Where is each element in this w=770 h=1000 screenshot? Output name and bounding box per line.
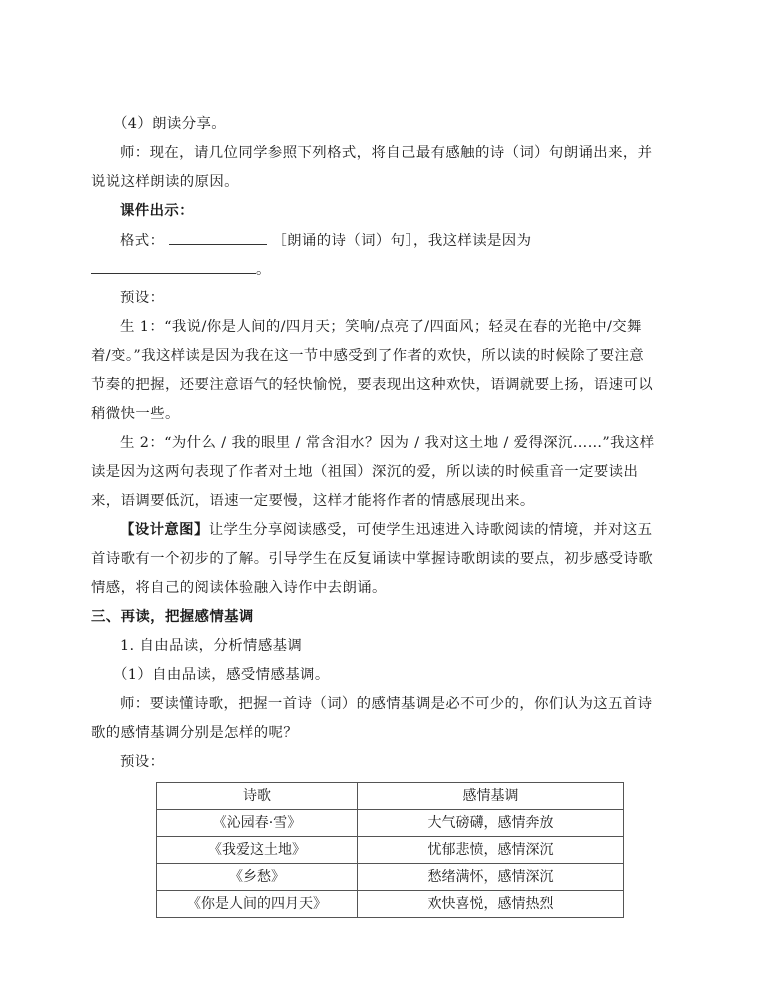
table-row	[157, 891, 624, 918]
design-intent-line: 首诗歌有一个初步的了解。引导学生在反复诵读中掌握诗歌朗读的要点，初步感受诗歌	[91, 551, 654, 567]
poem-cell: 《你是人间的四月天》	[157, 891, 358, 918]
fill-blank	[169, 230, 267, 245]
poem-cell: 《我爱这土地》	[157, 837, 358, 864]
table-header-cell: 感情基调	[358, 783, 624, 810]
student1-line: 节奏的把握，还要注意语气的轻快愉悦，要表现出这种欢快，语调就要上扬，语速可以	[91, 377, 654, 393]
student1-line: 着/变。”我这样读是因为我在这一节中感受到了作者的欢快，所以读的时候除了要注意	[91, 348, 645, 364]
poem-cell: 《沁园春·雪》	[157, 810, 358, 837]
tone-cell: 大气磅礴，感情奔放	[358, 810, 624, 837]
format-line	[120, 230, 531, 251]
student2-line: 读是因为这两句表现了作者对土地（祖国）深沉的爱，所以读的时候重音一定要读出	[91, 464, 639, 480]
fill-blank	[91, 259, 256, 274]
student2-line: 来，语调要低沉，语速一定要慢，这样才能将作者的情感展现出来。	[91, 493, 535, 509]
table-row	[157, 837, 624, 864]
tone-cell: 愁绪满怀，感情深沉	[358, 864, 624, 891]
teacher-paragraph-line: 说说这样朗读的原因。	[91, 174, 239, 190]
table-row	[157, 864, 624, 891]
sub-subsection-heading: （1）自由品读，感受情感基调。	[113, 667, 330, 683]
preset-label: 预设：	[120, 754, 165, 770]
format-text: ［朗诵的诗（词）句］，我这样读是因为	[272, 233, 532, 249]
courseware-label: 课件出示：	[120, 202, 194, 219]
student2-line: 生 2：“为什么 / 我的眼里 / 常含泪水？因为 / 我对这土地 / 爱得深沉……”我这样	[120, 435, 655, 451]
format-label: 格式：	[120, 233, 165, 249]
teacher2-line: 歌的感情基调分别是怎样的呢？	[91, 725, 299, 741]
tone-cell: 欢快喜悦，感情热烈	[358, 891, 624, 918]
teacher2-line: 师：要读懂诗歌，把握一首诗（词）的感情基调是必不可少的，你们认为这五首诗	[120, 696, 653, 712]
format-end: 。	[256, 262, 271, 278]
design-intent-line: 情感，将自己的阅读体验融入诗作中去朗诵。	[91, 580, 387, 596]
design-intent-line	[120, 520, 652, 540]
section-heading: 三、再读，把握感情基调	[91, 608, 254, 625]
step-heading: （4）朗读分享。	[113, 116, 227, 132]
preset-label: 预设：	[120, 290, 165, 306]
student1-line: 生 1：“我说/你是人间的/四月天；笑响/点亮了/四面风；轻灵在春的光艳中/交舞	[120, 319, 642, 335]
format-line-end	[91, 259, 271, 280]
table-row	[157, 810, 624, 837]
table-header-row	[157, 783, 624, 810]
emotion-tone-table	[156, 782, 624, 918]
student1-line: 稍微快一些。	[91, 406, 180, 422]
design-intent-text: 让学生分享阅读感受，可使学生迅速进入诗歌阅读的情境，并对这五	[208, 522, 653, 538]
teacher-paragraph-line: 师：现在，请几位同学参照下列格式，将自己最有感触的诗（词）句朗诵出来，并	[120, 145, 653, 161]
subsection-heading: 1. 自由品读，分析情感基调	[120, 638, 303, 654]
design-intent-label: 【设计意图】	[120, 521, 209, 538]
table-header-cell: 诗歌	[157, 783, 358, 810]
tone-cell: 忧郁悲愤，感情深沉	[358, 837, 624, 864]
poem-cell: 《乡愁》	[157, 864, 358, 891]
